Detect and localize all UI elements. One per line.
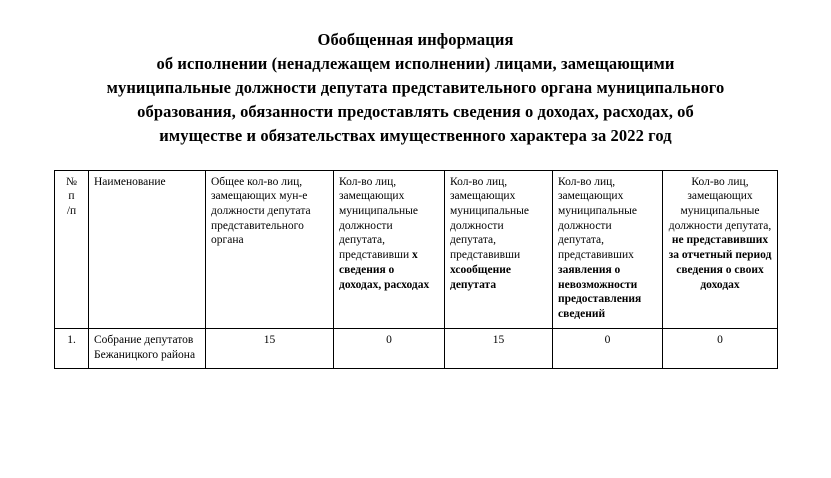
title-line-3: муниципальные должности депутата представительного органа муниципального (106, 77, 725, 97)
column-header-number-line1: № (66, 175, 77, 188)
report-table-container (54, 170, 777, 370)
cell-row-number: 1. (55, 328, 89, 368)
title-line-1: Обобщенная информация (317, 30, 514, 49)
cell-notprovided-count: 0 (663, 328, 778, 368)
column-header-impossible (553, 170, 663, 328)
title-line-4: образования, обязанности предоставлять сведения о доходах, расходах, об (137, 101, 694, 121)
cell-message-count: 15 (445, 328, 553, 368)
column-header-impossible-plain: Кол-во лиц, замещающих муниципальные должности депутата, представивших (558, 175, 637, 262)
title-line-5: имуществе и обязательствах имущественного характера за 2022 год (159, 125, 672, 145)
column-header-notprovided-plain: Кол-во лиц, замещающих муниципальные должности депутата, (668, 175, 772, 232)
column-header-number-line3: /п (66, 205, 77, 218)
column-header-name: Наименование (89, 170, 206, 328)
table-row (55, 328, 778, 368)
cell-income-count: 0 (334, 328, 445, 368)
title-line-2: об исполнении (ненадлежащем исполнении) лицами, замещающими (156, 53, 675, 73)
cell-organization-name: Собрание депутатов Бежаницкого района (89, 328, 206, 368)
column-header-notprovided (663, 170, 778, 328)
column-header-number (55, 170, 89, 328)
column-header-message-plain: Кол-во лиц, замещающих муниципальные должности депутата, представивши (450, 175, 529, 262)
column-header-total: Общее кол-во лиц, замещающих мун-е должности депутата представительного органа (206, 170, 334, 328)
column-header-number-line2: п (68, 190, 75, 203)
report-table (54, 170, 778, 370)
column-header-impossible-bold: заявления о невозможности предоставления сведений (558, 263, 642, 321)
column-header-notprovided-bold: не представивших за отчетный период сведения о своих доходах (668, 234, 772, 291)
cell-impossible-count: 0 (553, 328, 663, 368)
cell-total-count: 15 (206, 328, 334, 368)
column-header-message-bold: хсообщение депутата (450, 263, 511, 291)
column-header-message (445, 170, 553, 328)
page-title (0, 0, 831, 148)
column-header-income (334, 170, 445, 328)
column-header-income-plain: Кол-во лиц, замещающих муниципальные должности депутата, представивши (339, 175, 418, 262)
column-header-income-bold: х сведения о доходах, расходах (339, 249, 430, 291)
table-header-row (55, 170, 778, 328)
